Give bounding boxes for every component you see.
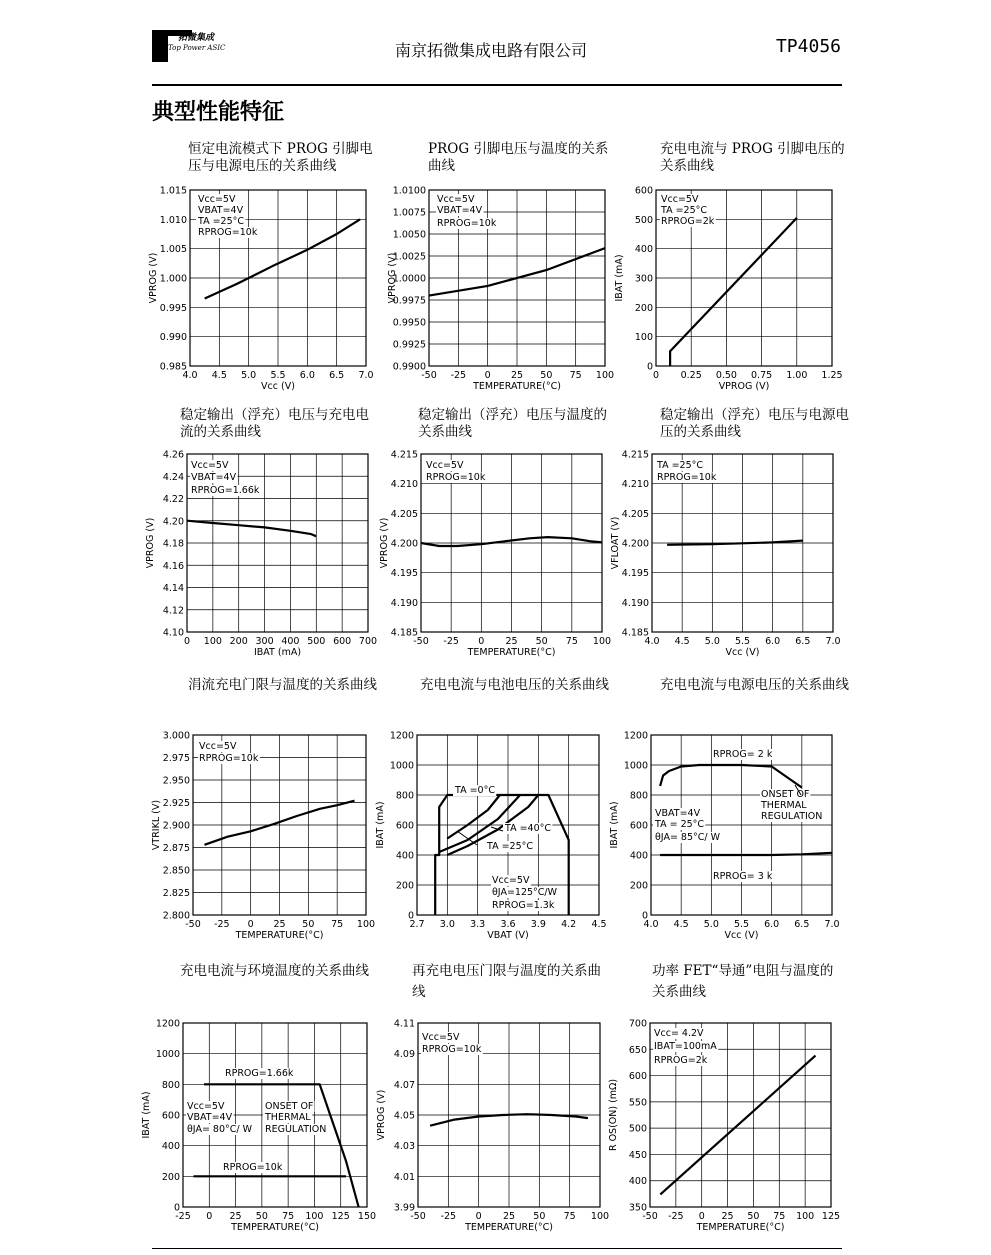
- chart-3-note-vcc-5v: Vcc=5V: [661, 194, 699, 205]
- chart-9-ytick: 200: [629, 880, 648, 892]
- chart-4-xtick: 0: [183, 636, 191, 647]
- chart-1-xtick: 7.0: [358, 370, 374, 381]
- chart-8-xlabel: VBAT (V): [487, 930, 529, 941]
- chart-2-note-vcc-5v: Vcc=5V: [437, 194, 475, 205]
- chart-5-xtick: 0: [478, 636, 485, 647]
- chart-1-xlabel: Vcc (V): [261, 381, 295, 392]
- chart-12-note-vcc-4-2v: Vcc= 4.2V: [654, 1028, 704, 1039]
- chart-7-ylabel: VTRIKL (V): [151, 799, 162, 851]
- chart-9-note-onset-of: ONSET OF: [761, 789, 810, 800]
- chart-7-xtick: 100: [356, 919, 376, 930]
- chart-caption-8: 充电电流与电池电压的关系曲线: [420, 677, 609, 693]
- chart-1-ytick: 0.985: [159, 361, 187, 373]
- chart-12-xlabel: TEMPERATURE(°C): [696, 1222, 785, 1233]
- chart-12-ytick: 650: [628, 1044, 647, 1056]
- chart-9-note-vbat-4v: VBAT=4V: [655, 808, 701, 819]
- chart-3-ylabel: IBAT (mA): [614, 254, 625, 302]
- chart-6-xtick: 4.5: [674, 636, 690, 647]
- chart-10-xtick: -25: [175, 1211, 191, 1222]
- chart-12-ytick: 550: [628, 1097, 647, 1109]
- chart-3-xtick: 0.75: [751, 370, 773, 381]
- chart-4-xtick: 400: [281, 636, 300, 647]
- logo-en: Top Power ASIC: [168, 44, 226, 52]
- chart-12-xtick: 100: [796, 1211, 815, 1222]
- chart-caption-5: 稳定输出（浮充）电压与温度的关系曲线: [418, 407, 607, 440]
- chart-1-ytick: 1.010: [159, 214, 187, 226]
- chart-12-xtick: -50: [642, 1211, 658, 1222]
- chart-4-ytick: 4.24: [162, 471, 184, 483]
- chart-11-xtick: 0: [475, 1211, 482, 1222]
- chart-10-ytick: 400: [161, 1141, 180, 1153]
- chart-12-ytick: 350: [628, 1202, 647, 1214]
- chart-1-ytick: 1.000: [159, 273, 187, 285]
- chart-3-ytick: 0: [646, 361, 653, 373]
- chart-5-ytick: 4.205: [390, 508, 418, 520]
- chart-8-ytick: 200: [395, 880, 414, 892]
- chart-caption-3: 充电电流与 PROG 引脚电压的关系曲线: [660, 141, 845, 174]
- chart-1-xtick: 6.0: [299, 370, 315, 381]
- chart-2-ytick: 0.9900: [392, 361, 426, 373]
- chart-caption-9: 充电电流与电源电压的关系曲线: [660, 677, 849, 693]
- footer-rule: [152, 1248, 842, 1249]
- chart-6-xtick: 4.0: [644, 636, 660, 647]
- chart-6-xtick: 7.0: [825, 636, 841, 647]
- chart-8-note-rprog-1-3k: RPROG=1.3k: [492, 900, 555, 911]
- chart-10-xtick: 125: [331, 1211, 350, 1222]
- chart-10-xtick: 150: [357, 1211, 377, 1222]
- chart-9-note-ja-85-c-w: θJA= 85°C/ W: [655, 832, 721, 843]
- chart-11-xtick: -50: [410, 1211, 426, 1222]
- chart-3-xtick: 1.00: [786, 370, 808, 381]
- chart-10-note-rprog-10k: RPROG=10k: [223, 1162, 283, 1173]
- chart-10-xlabel: TEMPERATURE(°C): [231, 1222, 319, 1233]
- chart-5-ytick: 4.190: [390, 597, 418, 609]
- chart-2-xtick: 75: [569, 370, 582, 381]
- chart-6-note-rprog-10k: RPROG=10k: [657, 472, 717, 483]
- chart-7-xtick: 25: [273, 919, 286, 930]
- chart-7-note-vcc-5v: Vcc=5V: [199, 741, 237, 752]
- chart-5-ytick: 4.215: [390, 449, 418, 461]
- chart-7-ytick: 2.800: [162, 910, 190, 922]
- chart-8-xtick: 3.0: [439, 919, 455, 930]
- chart-9-ytick: 1200: [623, 730, 648, 742]
- chart-11-xlabel: TEMPERATURE(°C): [465, 1222, 553, 1233]
- chart-1-note-vcc-5v: Vcc=5V: [198, 194, 236, 205]
- chart-6-ytick: 4.200: [621, 538, 649, 550]
- chart-5-note-vcc-5v: Vcc=5V: [426, 460, 464, 471]
- chart-10-ylabel: IBAT (mA): [141, 1091, 152, 1139]
- chart-9-xtick: 6.0: [764, 919, 780, 930]
- chart-7-xtick: -25: [214, 919, 230, 930]
- chart-2-ytick: 0.9925: [392, 339, 426, 351]
- chart-11-note-vcc-5v: Vcc=5V: [422, 1032, 460, 1043]
- chart-12-ylabel: R OS(ON) (mΩ): [608, 1078, 619, 1152]
- chart-caption-2: PROG 引脚电压与温度的关系曲线: [428, 141, 609, 174]
- chart-2-xtick: 50: [540, 370, 553, 381]
- chart-6-ytick: 4.205: [621, 508, 649, 520]
- chart-4-ytick: 4.26: [162, 449, 184, 461]
- chart-2-ytick: 0.9950: [392, 317, 426, 329]
- chart-11-ytick: 4.01: [393, 1171, 415, 1183]
- chart-3-xtick: 0.50: [715, 370, 737, 381]
- chart-11-xtick: 25: [502, 1211, 516, 1222]
- chart-8-xtick: 3.9: [530, 919, 546, 930]
- chart-8-ytick: 0: [407, 910, 414, 922]
- chart-2-ytick: 1.0050: [392, 229, 426, 241]
- chart-4-ytick: 4.20: [162, 516, 184, 528]
- chart-caption-11: 再充电电压门限与温度的关系曲线: [412, 963, 601, 1000]
- chart-3-ytick: 600: [634, 185, 653, 197]
- chart-12-ytick: 600: [628, 1071, 647, 1083]
- chart-2-xtick: 25: [510, 370, 524, 381]
- chart-9-note-thermal: THERMAL: [761, 800, 807, 811]
- chart-2-ytick: 1.0025: [392, 251, 426, 263]
- chart-3-xtick: 1.25: [821, 370, 843, 381]
- chart-12-xtick: -25: [668, 1211, 684, 1222]
- chart-7-ytick: 2.975: [162, 753, 190, 764]
- chart-11-ylabel: VPROG (V): [376, 1089, 387, 1141]
- chart-10-xtick: 25: [229, 1211, 242, 1222]
- chart-9-xtick: 5.0: [703, 919, 719, 930]
- chart-6-xlabel: Vcc (V): [725, 647, 760, 658]
- chart-9-note-ta-25-c: TA = 25°C: [655, 819, 705, 830]
- chart-1-xtick: 5.5: [270, 370, 286, 381]
- chart-7-xtick: 75: [331, 919, 344, 930]
- chart-11-ytick: 4.05: [393, 1110, 415, 1122]
- chart-caption-12: 功率 FET“导通”电阻与温度的关系曲线: [652, 963, 834, 1000]
- chart-12-ytick: 700: [628, 1018, 647, 1030]
- chart-11-xtick: 75: [563, 1211, 576, 1222]
- chart-9-xtick: 4.5: [673, 919, 689, 930]
- chart-9-ytick: 400: [629, 850, 648, 862]
- chart-11-note-rprog-10k: RPROG=10k: [422, 1044, 482, 1055]
- chart-8-xtick: 3.3: [470, 919, 486, 930]
- chart-4-xlabel: IBAT (mA): [253, 647, 302, 658]
- chart-2-xtick: 100: [595, 370, 615, 381]
- chart-12-ytick: 500: [628, 1123, 647, 1135]
- chart-8-xtick: 3.6: [500, 919, 516, 930]
- chart-9-xlabel: Vcc (V): [724, 930, 759, 941]
- chart-11-xtick: 50: [533, 1211, 546, 1222]
- chart-8-note-ja-125-c-w: θJA=125°C/W: [492, 887, 558, 898]
- chart-10-ytick: 1200: [155, 1018, 180, 1030]
- chart-8-ytick: 1000: [389, 760, 414, 772]
- chart-5-ytick: 4.185: [390, 627, 418, 639]
- chart-10-xtick: 100: [305, 1211, 324, 1222]
- chart-3-series-line: [670, 218, 797, 366]
- chart-caption-6: 稳定输出（浮充）电压与电源电压的关系曲线: [660, 407, 849, 440]
- chart-5-xtick: 50: [535, 636, 548, 647]
- chart-10-note-thermal: THERMAL: [265, 1112, 311, 1123]
- chart-9-note-rprog-3-k: RPROG= 3 k: [713, 871, 773, 882]
- chart-7-ytick: 2.825: [162, 888, 190, 899]
- chart-2-ytick: 0.9975: [392, 295, 426, 307]
- chart-3-note-ta-25-c: TA =25°C: [661, 205, 708, 216]
- chart-2-ytick: 1.0000: [392, 273, 426, 285]
- chart-9-xtick: 4.0: [643, 919, 659, 930]
- chart-1-ylabel: VPROG (V): [148, 252, 159, 304]
- chart-7-ytick: 2.950: [162, 775, 190, 787]
- chart-5-xtick: 25: [505, 636, 518, 647]
- chart-10-ytick: 0: [173, 1202, 180, 1214]
- chart-7-xtick: 50: [302, 919, 315, 930]
- chart-1-xtick: 4.5: [211, 370, 227, 381]
- chart-10-ytick: 600: [161, 1110, 180, 1122]
- chart-caption-7: 涓流充电门限与温度的关系曲线: [188, 677, 377, 693]
- chart-9-ytick: 800: [629, 790, 648, 802]
- chart-10-note-onset-of: ONSET OF: [265, 1101, 314, 1112]
- chart-2-xtick: -25: [450, 370, 467, 381]
- chart-9-ytick: 600: [629, 820, 648, 832]
- chart-5-xtick: 75: [565, 636, 578, 647]
- chart-2-xtick: 0: [484, 370, 491, 381]
- chart-7-xlabel: TEMPERATURE(°C): [235, 930, 324, 941]
- chart-1-note-ta-25-c: TA =25°C: [198, 216, 245, 227]
- chart-8-xtick: 4.5: [591, 919, 607, 930]
- chart-caption-10: 充电电流与环境温度的关系曲线: [180, 963, 369, 979]
- chart-2-ytick: 1.0100: [392, 185, 426, 197]
- chart-11-ytick: 4.03: [393, 1141, 415, 1153]
- chart-5-xtick: 100: [592, 636, 612, 647]
- chart-4-xtick: 200: [229, 636, 248, 647]
- chart-6-xtick: 5.5: [734, 636, 751, 647]
- chart-8-ytick: 600: [395, 820, 414, 832]
- chart-5-ytick: 4.210: [390, 479, 418, 491]
- chart-3-note-rprog-2k: RPROG=2k: [661, 216, 715, 227]
- chart-6-ytick: 4.185: [621, 627, 649, 639]
- chart-9-ylabel: IBAT (mA): [609, 801, 620, 849]
- chart-8-xtick: 2.7: [409, 919, 425, 930]
- part-number: TP4056: [775, 36, 841, 57]
- chart-9-xtick: 6.5: [794, 919, 810, 930]
- chart-9-note-rprog-2-k: RPROG= 2 k: [713, 749, 773, 760]
- chart-3-ytick: 500: [634, 214, 653, 226]
- chart-5-ytick: 4.195: [390, 568, 418, 580]
- chart-6-xtick: 5.0: [704, 636, 720, 647]
- chart-3-ytick: 200: [634, 302, 653, 314]
- chart-11-ytick: 4.09: [393, 1049, 415, 1061]
- chart-2-note-vbat-4v: VBAT=4V: [437, 205, 483, 216]
- chart-10-note-regulation: REGULATION: [265, 1124, 327, 1135]
- chart-6-ylabel: VFLOAT (V): [610, 516, 621, 570]
- chart-12-ytick: 400: [628, 1176, 647, 1188]
- chart-4-note-vcc-5v: Vcc=5V: [191, 460, 229, 471]
- chart-caption-1: 恒定电流模式下 PROG 引脚电压与电源电压的关系曲线: [188, 141, 373, 174]
- chart-5-xtick: -50: [413, 636, 429, 647]
- chart-3-xlabel: VPROG (V): [718, 381, 770, 392]
- chart-9-series-line: [660, 853, 832, 855]
- chart-5-ytick: 4.200: [390, 538, 418, 550]
- chart-7-ytick: 3.000: [162, 730, 190, 742]
- chart-4-series-line: [187, 521, 316, 537]
- chart-11-ytick: 3.99: [393, 1202, 415, 1214]
- chart-8-ytick: 800: [395, 790, 414, 802]
- section-title: 典型性能特征: [152, 100, 285, 125]
- chart-6-xtick: 6.0: [765, 636, 781, 647]
- chart-4-ylabel: VPROG (V): [145, 517, 156, 569]
- chart-12-xtick: 125: [821, 1211, 841, 1222]
- chart-4-ytick: 4.14: [162, 583, 184, 594]
- chart-7-ytick: 2.850: [162, 865, 190, 877]
- chart-3-xtick: 0.25: [680, 370, 702, 381]
- chart-3-ytick: 400: [634, 244, 653, 256]
- chart-8-ytick: 400: [395, 850, 414, 862]
- chart-2-xtick: -50: [421, 370, 437, 381]
- chart-2-xlabel: TEMPERATURE(°C): [473, 381, 561, 392]
- chart-11-ytick: 4.07: [393, 1079, 415, 1091]
- chart-1-ytick: 0.990: [159, 332, 187, 344]
- chart-9-xtick: 7.0: [824, 919, 840, 930]
- chart-12-xtick: 25: [721, 1211, 734, 1222]
- chart-4-xtick: 300: [255, 636, 274, 647]
- chart-10-ytick: 200: [161, 1171, 180, 1183]
- chart-8-note-ta-25-c: TA =25°C: [487, 841, 534, 852]
- chart-1-ytick: 1.005: [159, 244, 187, 256]
- chart-5-ylabel: VPROG (V): [379, 517, 390, 569]
- chart-11-xtick: 100: [590, 1211, 610, 1222]
- chart-12-series-line: [660, 1056, 815, 1195]
- chart-2-ylabel: VPROG (V): [387, 252, 398, 304]
- chart-10-xtick: 50: [255, 1211, 268, 1222]
- chart-12-note-rprog-2k: RPROG=2k: [654, 1055, 708, 1066]
- chart-1-xtick: 5.0: [241, 370, 257, 381]
- chart-12-xtick: 75: [773, 1211, 786, 1222]
- logo-cn: 拓微集成: [178, 33, 215, 43]
- chart-10-xtick: 0: [206, 1211, 213, 1222]
- chart-4-ytick: 4.18: [162, 538, 184, 550]
- chart-9-note-regulation: REGULATION: [761, 811, 823, 822]
- chart-9-xtick: 5.5: [733, 919, 750, 930]
- chart-10-ytick: 1000: [155, 1049, 180, 1061]
- chart-7-note-rprog-10k: RPROG=10k: [199, 753, 259, 764]
- chart-6-xtick: 6.5: [795, 636, 811, 647]
- chart-4-ytick: 4.16: [162, 560, 184, 572]
- chart-1-note-vbat-4v: VBAT=4V: [198, 205, 244, 216]
- chart-1-ytick: 1.015: [159, 185, 187, 197]
- chart-12-xtick: 50: [747, 1211, 760, 1222]
- chart-3-ytick: 100: [634, 332, 653, 344]
- chart-6-ytick: 4.215: [621, 449, 649, 461]
- chart-4-ytick: 4.10: [162, 627, 184, 639]
- chart-12-ytick: 450: [628, 1149, 647, 1161]
- chart-8-ylabel: IBAT (mA): [375, 801, 386, 849]
- chart-10-note-vcc-5v: Vcc=5V: [187, 1101, 225, 1112]
- chart-12-xtick: 0: [698, 1211, 705, 1222]
- chart-1-xtick: 6.5: [329, 370, 345, 381]
- chart-8-note-ta-0-c: TA =0°C: [455, 785, 495, 796]
- chart-4-xtick: 600: [333, 636, 352, 647]
- chart-7-ytick: 2.875: [162, 843, 190, 854]
- chart-4-xtick: 100: [203, 636, 222, 647]
- chart-4-note-vbat-4v: VBAT=4V: [191, 472, 237, 483]
- chart-7-ytick: 2.925: [162, 798, 190, 809]
- chart-3-xtick: 0: [652, 370, 660, 381]
- chart-5-note-rprog-10k: RPROG=10k: [426, 472, 486, 483]
- chart-8-note-ta-40-c: TA =40°C: [505, 823, 552, 834]
- chart-9-ytick: 1000: [623, 760, 648, 772]
- chart-10-xtick: 75: [282, 1211, 295, 1222]
- chart-7-ytick: 2.900: [162, 820, 190, 832]
- chart-10-ytick: 800: [161, 1079, 180, 1091]
- chart-10-note-vbat-4v: VBAT=4V: [187, 1112, 233, 1123]
- chart-1-ytick: 0.995: [159, 302, 187, 314]
- chart-11-xtick: -25: [440, 1211, 457, 1222]
- chart-4-xtick: 500: [307, 636, 326, 647]
- chart-4-xtick: 700: [358, 636, 378, 647]
- chart-4-note-rprog-1-66k: RPROG=1.66k: [191, 485, 260, 496]
- chart-9-ytick: 0: [641, 910, 648, 922]
- chart-6-ytick: 4.210: [621, 479, 649, 491]
- chart-7-xtick: 0: [247, 919, 254, 930]
- company-name: 南京拓微集成电路有限公司: [395, 41, 588, 60]
- chart-10-note-ja-80-c-w: θJA= 80°C/ W: [187, 1124, 253, 1135]
- chart-10-note-rprog-1-66k: RPROG=1.66k: [225, 1068, 294, 1079]
- chart-6-note-ta-25-c: TA =25°C: [657, 460, 704, 471]
- chart-4-ytick: 4.12: [162, 605, 184, 617]
- chart-6-ytick: 4.190: [621, 597, 649, 609]
- chart-8-note-vcc-5v: Vcc=5V: [492, 875, 530, 886]
- chart-7-xtick: -50: [185, 919, 201, 930]
- chart-2-note-rprog-10k: RPROG=10k: [437, 218, 497, 229]
- chart-caption-4: 稳定输出（浮充）电压与充电电流的关系曲线: [180, 407, 369, 440]
- chart-5-xlabel: TEMPERATURE(°C): [467, 647, 556, 658]
- chart-3-ytick: 300: [634, 273, 653, 285]
- chart-1-xtick: 4.0: [182, 370, 198, 381]
- chart-11-ytick: 4.11: [393, 1018, 415, 1030]
- chart-1-note-rprog-10k: RPROG=10k: [198, 227, 258, 238]
- chart-5-xtick: -25: [443, 636, 459, 647]
- chart-12-note-ibat-100ma: IBAT=100mA: [654, 1041, 717, 1052]
- chart-2-ytick: 1.0075: [392, 207, 426, 219]
- chart-4-ytick: 4.22: [162, 494, 184, 505]
- chart-6-ytick: 4.195: [621, 568, 649, 580]
- chart-8-xtick: 4.2: [561, 919, 577, 930]
- chart-8-ytick: 1200: [389, 730, 414, 742]
